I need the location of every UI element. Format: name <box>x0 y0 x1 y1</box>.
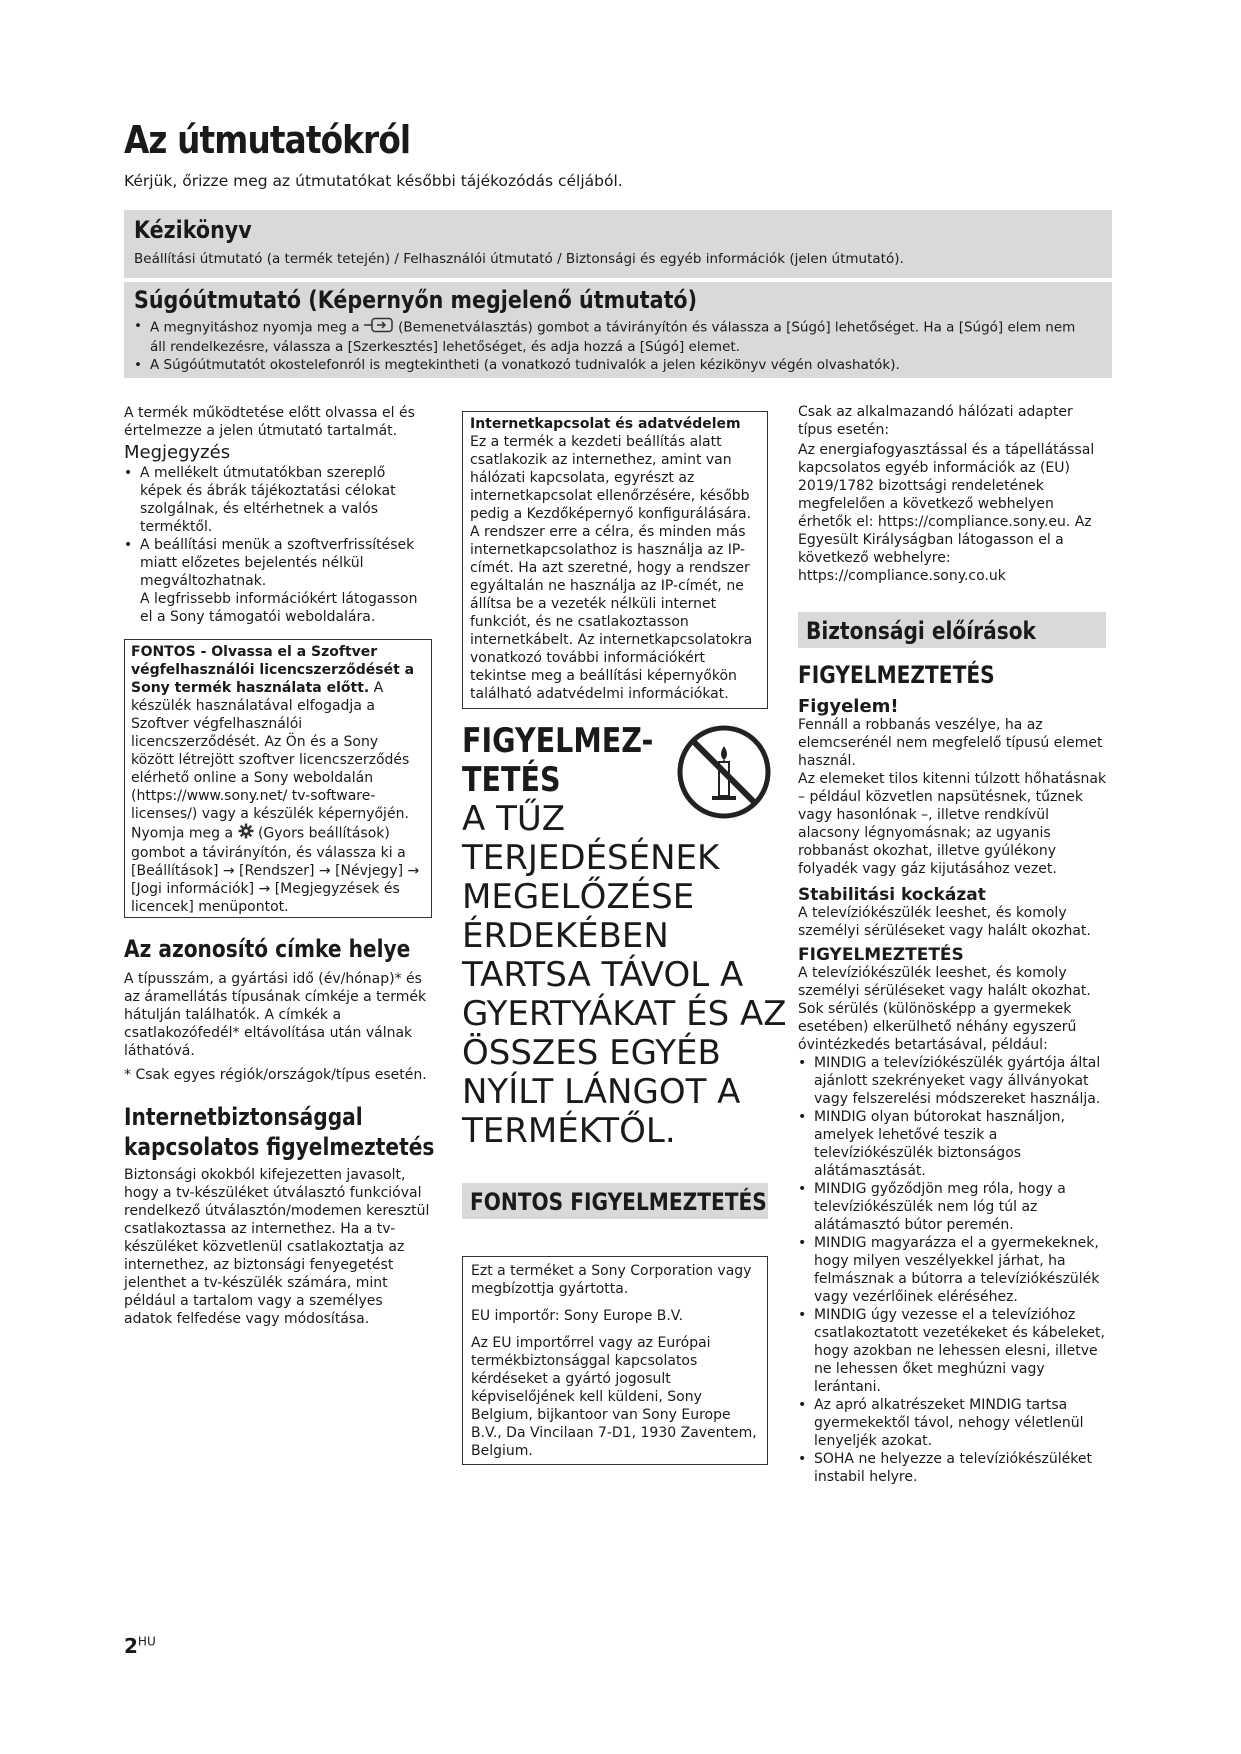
fire-warning-title-2: TETÉS <box>462 760 561 800</box>
note-heading: Megjegyzés <box>124 442 231 463</box>
fire-warning-line: NYÍLT LÁNGOT A <box>462 1072 741 1112</box>
page-subtitle: Kérjük, őrizze meg az útmutatókat későbbi tájékozódás céljából. <box>124 172 623 190</box>
column-3 <box>798 403 1110 585</box>
stability-heading: Stabilitási kockázat <box>798 885 986 905</box>
intro-text: A termék működtetése előtt olvassa el és értelmezze a jelen útmutató tartalmát. <box>124 405 415 439</box>
manual-box-title: Kézikönyv <box>134 216 252 244</box>
help-guide-box <box>124 282 1112 378</box>
important-warning-bar <box>462 1183 768 1219</box>
license-notice-box <box>124 639 432 918</box>
net-text: Biztonsági okokból kifejezetten javasolt, hogy a tv-készüléket útválasztó funkcióval rendelkező útválasztón/modemen keresztül csatlakoztassa az internethez. Ha a tv-készüléket közvetlenül csatlakoztatja az internethez, az biztonsági fenyegetést jelenthet a tv-készülék számára, mint például a tartalom vagy a személyes adatok felfedése vagy módosítása. <box>124 1167 430 1327</box>
safety-bullet: • MINDIG a televíziókészülék gyártója által ajánlott szekrényeket vagy állványokat vagy felszerelési módszereket használja. <box>798 1054 1112 1108</box>
license-notice-text-b: (Gyors beállítások) gombot a távirányítón, és válassza ki a [Beállítások] → [Rendszer] → [Névjegy] → [Jogi információk] → [Megjegyzések és licencek] menüpontot. <box>131 825 420 915</box>
safety-bullet: • MINDIG olyan bútorokat használjon, amelyek lehetővé teszik a televíziókészülék biztonságos alátámasztását. <box>798 1108 1112 1180</box>
safety-bullet: • Az apró alkatrészeket MINDIG tartsa gyermekektől távol, nehogy véletlenül lenyeljék azokat. <box>798 1396 1112 1450</box>
net-heading-1: Internetbiztonsággal <box>124 1103 363 1131</box>
adapter-text-2: Az energiafogyasztással és a tápellátással kapcsolatos egyéb információk az (EU) 2019/1782 bizottsági rendeletének megfelelően a következő webhelyen érhetők el: https://compliance.sony.eu. Az Egyesült Királyságban látogasson el a következő webhelyre: https://compliance.sony.co.uk <box>798 442 1095 584</box>
safety-heading: Biztonsági előírások <box>806 617 1036 645</box>
safety-bar <box>798 612 1106 648</box>
note-item-3: A legfrissebb információkért látogasson el a Sony támogatói weboldalára. <box>140 591 418 625</box>
manufacturer-text-3: Az EU importőrrel vagy az Európai termékbiztonsággal kapcsolatos kérdéseket a gyártó jogosult képviselőjének kell küldeni, Sony Belgium, bijkantoor van Sony Europe B.V., Da Vincilaan 7-D1, 1930 Zaventem, Belgium. <box>471 1335 757 1459</box>
manual-box <box>124 210 1112 278</box>
privacy-heading: Internetkapcsolat és adatvédelem <box>470 416 741 432</box>
fire-warning-line: ÉRDEKÉBEN <box>462 916 669 956</box>
fire-warning-line: TERMÉKTŐL. <box>462 1111 676 1151</box>
net-heading-2: kapcsolatos figyelmeztetés <box>124 1133 435 1161</box>
fire-warning-line: ÖSSZES EGYÉB <box>462 1033 721 1073</box>
fire-warning-title-1: FIGYELMEZ- <box>462 721 654 761</box>
warning-heading: FIGYELMEZTETÉS <box>798 661 995 689</box>
caution-text-2: Az elemeket tilos kitenni túlzott hőhatásnak – például közvetlen napsütésnek, tűznek vagy hasonlónak –, illetve rendkívül alacsony légnyomásnak; az ugyanis robbanást okozhat, illetve gyúlékony folyadék vagy gáz kijutásához vezet. <box>798 771 1107 877</box>
important-warning-title: FONTOS FIGYELMEZTETÉS <box>470 1188 767 1216</box>
column-1 <box>124 404 428 626</box>
privacy-box <box>462 411 768 709</box>
safety-bullet: • MINDIG magyarázza el a gyermekeknek, hogy milyen veszélyekkel járhat, ha felmásznak a bútorra a televíziókészülék vagy vezérlőinek eléréséhez. <box>798 1234 1112 1306</box>
license-notice-bold: FONTOS - Olvassa el a Szoftver végfelhasználói licencszerződését a Sony termék használata előtt. <box>131 644 415 696</box>
fire-warning-line: MEGELŐZÉSE <box>462 877 695 917</box>
page-number <box>124 1634 156 1658</box>
warning2-text: A televíziókészülék leeshet, és komoly személyi sérüléseket vagy halált okozhat. Sok sérülés (különösképp a gyermekek esetében) elkerülhető néhány egyszerű óvintézkedés betartásával, például: <box>798 965 1091 1053</box>
page-title: Az útmutatókról <box>124 118 411 162</box>
license-notice-text-a: A készülék használatával elfogadja a Szoftver végfelhasználói licencszerződését. Az Ön és a Sony között létrejött szoftver licencszerződés elérhető online a Sony weboldalán (https://www.sony.net/ tv-software-licenses/) vagy a készülék képernyőjén. Nyomja meg a <box>131 680 410 842</box>
privacy-text: Ez a termék a kezdeti beállítás alatt csatlakozik az internethez, amint van hálózati kapcsolata, egyrészt az internetkapcsolat ellenőrzésére, később pedig a Kezdőképernyő konfigurálására. A rendszer erre a célra, és minden más internetkapcsolathoz is használja az IP-címét. Ha azt szeretné, hogy a rendszer egyáltalán ne használja az IP-címét, ne állítsa be a vezeték nélküli internet funkciót, és ne csatlakoztasson internetkábelt. Az internetkapcsolatokra vonatkozó további információkért tekintse meg a beállítási képernyőkön található adatvédelmi információkat. <box>470 434 753 702</box>
gear-icon <box>238 823 254 844</box>
help-guide-title: Súgóútmutató (Képernyőn megjelenő útmutató) <box>134 286 698 314</box>
column-1-lower <box>124 934 434 1328</box>
manufacturer-box <box>462 1256 768 1465</box>
caution-text-1: Fennáll a robbanás veszélye, ha az elemcserénél nem megfelelő típusú elemet használ. <box>798 717 1103 769</box>
no-candle-icon <box>676 724 772 824</box>
caution-heading: Figyelem! <box>798 696 899 717</box>
note-item-1: • A mellékelt útmutatókban szereplő képek és ábrák tájékoztatási célokat szolgálnak, és eltérhetnek a valós terméktől. <box>124 464 428 536</box>
fire-warning-line: TARTSA TÁVOL A <box>462 955 744 995</box>
label-heading: Az azonosító címke helye <box>124 935 411 963</box>
warning2-heading: FIGYELMEZTETÉS <box>798 945 964 965</box>
page-number-value: 2 <box>124 1634 138 1658</box>
safety-bullet: • MINDIG úgy vezesse el a televízióhoz csatlakoztatott vezetékeket és kábeleket, hogy azokban ne lehessen elesni, illetve ne lehessen őket meghúzni vagy lerántani. <box>798 1306 1112 1396</box>
fire-warning-line: GYERTYÁKAT ÉS AZ <box>462 994 787 1034</box>
column-3-lower <box>798 660 1112 1486</box>
note-item-2: • A beállítási menük a szoftverfrissítések miatt előzetes bejelentés nélkül megváltozhatnak. <box>124 536 428 590</box>
input-select-icon <box>364 317 394 338</box>
label-footnote: * Csak egyes régiók/országok/típus esetén. <box>124 1067 427 1083</box>
page-language-code: HU <box>137 1634 156 1649</box>
label-text: A típusszám, a gyártási idő (év/hónap)* és az áramellátás típusának címkéje a termék hátulján találhatók. A címkék a csatlakozófedél* eltávolítása után válnak láthatóvá. <box>124 971 427 1059</box>
help-guide-bullet-1: • A megnyitáshoz nyomja meg a (Bemenetválasztás) gombot a távirányítón és válassza a [Súgó] lehetőséget. Ha a [Súgó] elem nem áll rendelkezésre, válassza a [Szerkesztés] lehetőséget, és adja hozzá a [Súgó] elemet. <box>134 317 1094 356</box>
stability-text: A televíziókészülék leeshet, és komoly személyi sérüléseket vagy halált okozhat. <box>798 905 1091 939</box>
adapter-text-1: Csak az alkalmazandó hálózati adapter típus esetén: <box>798 404 1073 438</box>
fire-warning-line: A TŰZ <box>462 799 566 839</box>
fire-warning-line: TERJEDÉSÉNEK <box>462 838 720 878</box>
manufacturer-text-2: EU importőr: Sony Europe B.V. <box>471 1308 684 1324</box>
manufacturer-text-1: Ezt a terméket a Sony Corporation vagy megbízottja gyártotta. <box>471 1263 752 1297</box>
manual-box-text: Beállítási útmutató (a termék tetején) / Felhasználói útmutató / Biztonsági és egyéb információk (jelen útmutató). <box>134 251 904 267</box>
safety-bullet: • MINDIG győződjön meg róla, hogy a televíziókészülék nem lóg túl az alátámasztó bútor peremén. <box>798 1180 1112 1234</box>
safety-bullet: • SOHA ne helyezze a televíziókészüléket instabil helyre. <box>798 1450 1112 1486</box>
help-guide-bullet-2: • A Súgóútmutatót okostelefonról is megtekintheti (a vonatkozó tudnivalók a jelen kézikönyv végén olvashatók). <box>134 356 1094 374</box>
